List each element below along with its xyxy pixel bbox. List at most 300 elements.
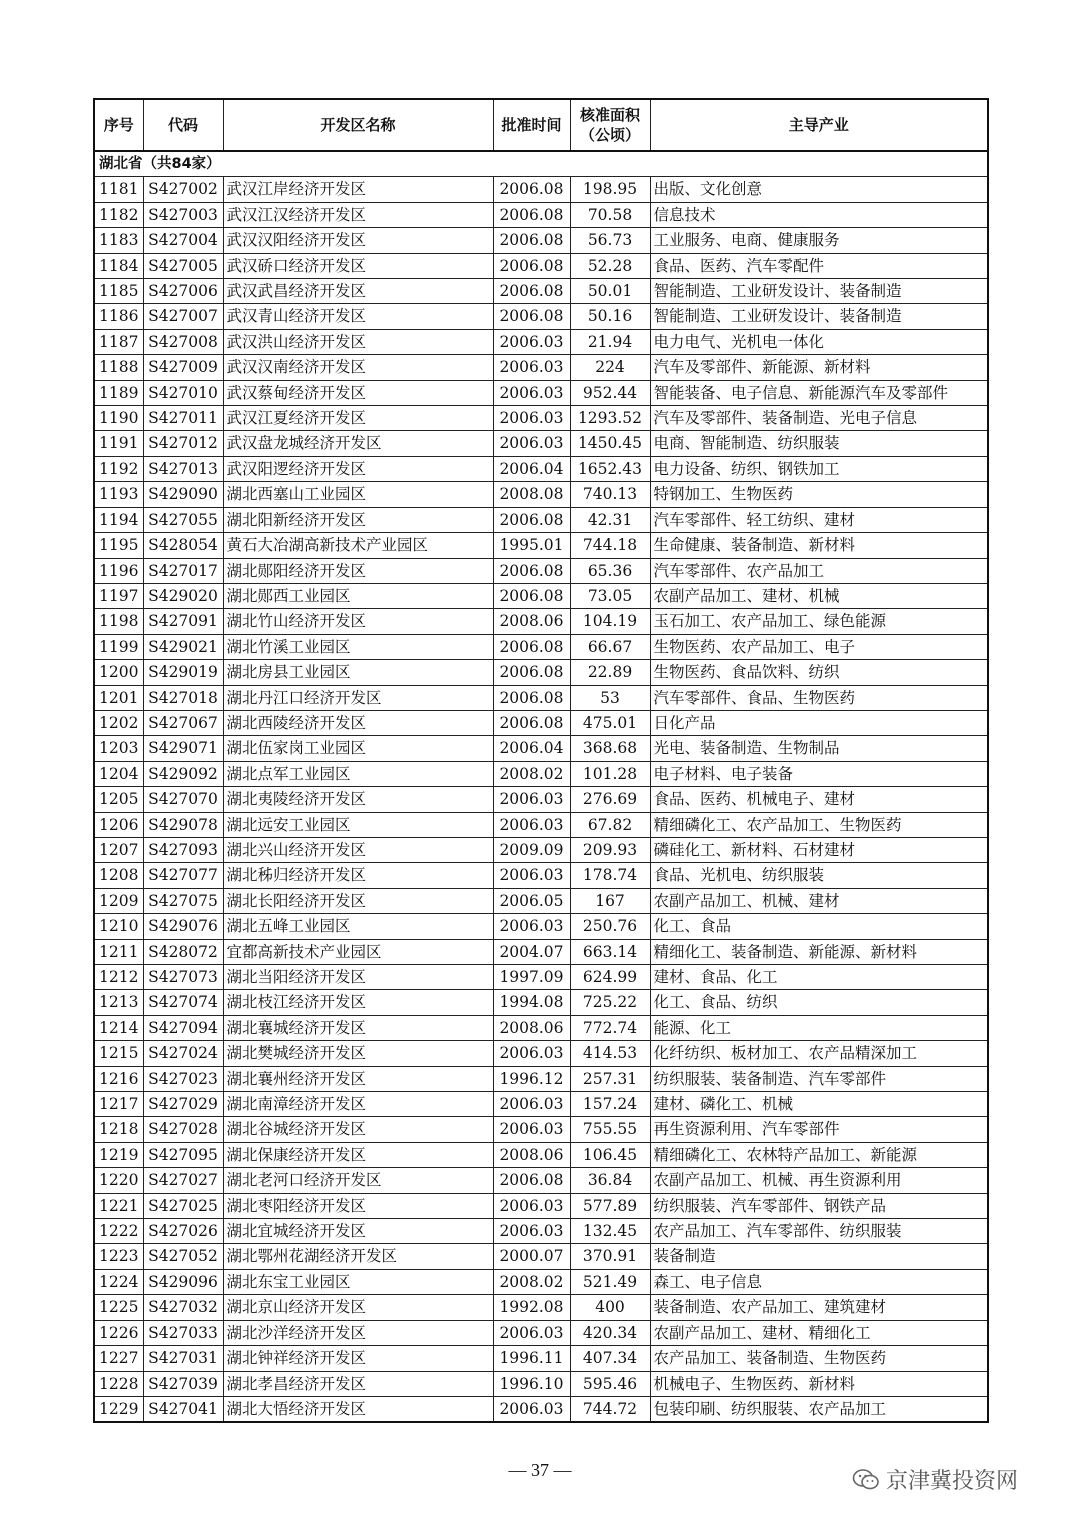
cell-zone-name: 湖北钟祥经济开发区 xyxy=(223,1346,493,1371)
province-group-label: 湖北省（共84家） xyxy=(94,151,988,177)
cell-approval-date: 2006.08 xyxy=(493,507,570,532)
cell-leading-industry: 农产品加工、装备制造、生物医药 xyxy=(650,1346,988,1371)
cell-leading-industry: 生物医药、食品饮料、纺织 xyxy=(650,660,988,685)
cell-zone-name: 湖北竹山经济开发区 xyxy=(223,609,493,634)
cell-code: S427031 xyxy=(143,1346,223,1371)
table-row xyxy=(94,1015,988,1040)
table-row xyxy=(94,1269,988,1294)
cell-code: S427091 xyxy=(143,609,223,634)
cell-approved-area: 42.31 xyxy=(570,507,650,532)
cell-zone-name: 湖北西陵经济开发区 xyxy=(223,710,493,735)
cell-zone-name: 湖北兴山经济开发区 xyxy=(223,837,493,862)
cell-seq: 1190 xyxy=(94,406,143,431)
table-row xyxy=(94,609,988,634)
cell-seq: 1209 xyxy=(94,888,143,913)
cell-approved-area: 101.28 xyxy=(570,761,650,786)
table-row xyxy=(94,1117,988,1142)
cell-approval-date: 2006.04 xyxy=(493,456,570,481)
province-group-row xyxy=(94,151,988,177)
cell-seq: 1217 xyxy=(94,1092,143,1117)
cell-zone-name: 湖北南漳经济开发区 xyxy=(223,1092,493,1117)
cell-seq: 1204 xyxy=(94,761,143,786)
cell-approved-area: 663.14 xyxy=(570,939,650,964)
cell-code: S427027 xyxy=(143,1168,223,1193)
cell-code: S427025 xyxy=(143,1193,223,1218)
cell-approval-date: 2006.03 xyxy=(493,1396,570,1422)
cell-approved-area: 257.31 xyxy=(570,1066,650,1091)
cell-seq: 1200 xyxy=(94,660,143,685)
cell-approval-date: 1996.11 xyxy=(493,1346,570,1371)
cell-seq: 1205 xyxy=(94,787,143,812)
cell-leading-industry: 磷硅化工、新材料、石材建材 xyxy=(650,837,988,862)
cell-code: S429076 xyxy=(143,914,223,939)
table-row xyxy=(94,990,988,1015)
table-row xyxy=(94,507,988,532)
cell-approved-area: 952.44 xyxy=(570,380,650,405)
table-row xyxy=(94,965,988,990)
cell-seq: 1220 xyxy=(94,1168,143,1193)
header-code: 代码 xyxy=(143,99,223,151)
cell-approval-date: 2006.08 xyxy=(493,710,570,735)
page-number: — 37 — xyxy=(508,1460,572,1480)
development-zone-table xyxy=(93,98,989,1423)
table-row xyxy=(94,888,988,913)
cell-leading-industry: 农副产品加工、建材、机械 xyxy=(650,583,988,608)
cell-approved-area: 595.46 xyxy=(570,1371,650,1396)
cell-approved-area: 577.89 xyxy=(570,1193,650,1218)
cell-code: S427039 xyxy=(143,1371,223,1396)
cell-zone-name: 湖北东宝工业园区 xyxy=(223,1269,493,1294)
cell-leading-industry: 汽车零部件、农产品加工 xyxy=(650,558,988,583)
cell-code: S427004 xyxy=(143,228,223,253)
cell-approved-area: 370.91 xyxy=(570,1244,650,1269)
table-row xyxy=(94,812,988,837)
cell-seq: 1215 xyxy=(94,1041,143,1066)
cell-code: S427026 xyxy=(143,1219,223,1244)
cell-seq: 1198 xyxy=(94,609,143,634)
cell-code: S429071 xyxy=(143,736,223,761)
cell-approval-date: 1992.08 xyxy=(493,1295,570,1320)
cell-approval-date: 2006.03 xyxy=(493,787,570,812)
cell-approval-date: 2006.08 xyxy=(493,253,570,278)
cell-zone-name: 武汉硚口经济开发区 xyxy=(223,253,493,278)
cell-seq: 1181 xyxy=(94,177,143,202)
cell-approved-area: 755.55 xyxy=(570,1117,650,1142)
cell-zone-name: 湖北阳新经济开发区 xyxy=(223,507,493,532)
cell-approved-area: 21.94 xyxy=(570,329,650,354)
cell-approved-area: 725.22 xyxy=(570,990,650,1015)
table-row xyxy=(94,202,988,227)
cell-approved-area: 276.69 xyxy=(570,787,650,812)
cell-approval-date: 2006.05 xyxy=(493,888,570,913)
cell-code: S429021 xyxy=(143,634,223,659)
cell-seq: 1189 xyxy=(94,380,143,405)
cell-code: S429092 xyxy=(143,761,223,786)
cell-zone-name: 湖北郧西工业园区 xyxy=(223,583,493,608)
cell-seq: 1216 xyxy=(94,1066,143,1091)
cell-seq: 1211 xyxy=(94,939,143,964)
cell-code: S427041 xyxy=(143,1396,223,1422)
cell-leading-industry: 精细化工、装备制造、新能源、新材料 xyxy=(650,939,988,964)
cell-leading-industry: 化纤纺织、板材加工、农产品精深加工 xyxy=(650,1041,988,1066)
cell-leading-industry: 汽车及零部件、新能源、新材料 xyxy=(650,355,988,380)
table-row xyxy=(94,329,988,354)
table-row xyxy=(94,406,988,431)
cell-zone-name: 湖北当阳经济开发区 xyxy=(223,965,493,990)
cell-leading-industry: 玉石加工、农产品加工、绿色能源 xyxy=(650,609,988,634)
cell-seq: 1191 xyxy=(94,431,143,456)
cell-leading-industry: 再生资源利用、汽车零部件 xyxy=(650,1117,988,1142)
table-row xyxy=(94,1396,988,1422)
cell-approved-area: 50.01 xyxy=(570,279,650,304)
table-row xyxy=(94,1244,988,1269)
cell-seq: 1202 xyxy=(94,710,143,735)
cell-leading-industry: 电力电气、光机电一体化 xyxy=(650,329,988,354)
header-area xyxy=(570,99,650,151)
cell-approval-date: 2006.03 xyxy=(493,329,570,354)
table-row xyxy=(94,482,988,507)
cell-approval-date: 2006.08 xyxy=(493,634,570,659)
cell-approval-date: 2006.03 xyxy=(493,1117,570,1142)
table-row xyxy=(94,1219,988,1244)
cell-zone-name: 武汉汉南经济开发区 xyxy=(223,355,493,380)
cell-code: S427010 xyxy=(143,380,223,405)
cell-approved-area: 1293.52 xyxy=(570,406,650,431)
cell-leading-industry: 纺织服装、汽车零部件、钢铁产品 xyxy=(650,1193,988,1218)
cell-approval-date: 2008.02 xyxy=(493,1269,570,1294)
table-row xyxy=(94,1066,988,1091)
cell-approval-date: 2006.08 xyxy=(493,228,570,253)
cell-leading-industry: 光电、装备制造、生物制品 xyxy=(650,736,988,761)
cell-leading-industry: 农产品加工、汽车零部件、纺织服装 xyxy=(650,1219,988,1244)
table-row xyxy=(94,1371,988,1396)
cell-seq: 1197 xyxy=(94,583,143,608)
cell-approval-date: 2006.08 xyxy=(493,558,570,583)
cell-code: S429096 xyxy=(143,1269,223,1294)
cell-zone-name: 湖北夷陵经济开发区 xyxy=(223,787,493,812)
cell-leading-industry: 生命健康、装备制造、新材料 xyxy=(650,533,988,558)
cell-seq: 1195 xyxy=(94,533,143,558)
cell-leading-industry: 信息技术 xyxy=(650,202,988,227)
cell-zone-name: 武汉江夏经济开发区 xyxy=(223,406,493,431)
cell-seq: 1208 xyxy=(94,863,143,888)
header-area-line2: （公顷） xyxy=(579,126,640,144)
cell-code: S427073 xyxy=(143,965,223,990)
cell-approved-area: 106.45 xyxy=(570,1142,650,1167)
watermark xyxy=(852,1464,1018,1495)
cell-approved-area: 744.18 xyxy=(570,533,650,558)
cell-leading-industry: 生物医药、农产品加工、电子 xyxy=(650,634,988,659)
cell-code: S427017 xyxy=(143,558,223,583)
cell-zone-name: 武汉青山经济开发区 xyxy=(223,304,493,329)
cell-zone-name: 湖北竹溪工业园区 xyxy=(223,634,493,659)
cell-approval-date: 1997.09 xyxy=(493,965,570,990)
cell-seq: 1199 xyxy=(94,634,143,659)
cell-code: S427077 xyxy=(143,863,223,888)
table-row xyxy=(94,863,988,888)
cell-approval-date: 2006.08 xyxy=(493,1168,570,1193)
cell-seq: 1196 xyxy=(94,558,143,583)
cell-approval-date: 2006.08 xyxy=(493,304,570,329)
cell-code: S427052 xyxy=(143,1244,223,1269)
cell-zone-name: 湖北伍家岗工业园区 xyxy=(223,736,493,761)
table-row xyxy=(94,710,988,735)
cell-approved-area: 70.58 xyxy=(570,202,650,227)
cell-approved-area: 36.84 xyxy=(570,1168,650,1193)
cell-approved-area: 56.73 xyxy=(570,228,650,253)
cell-zone-name: 武汉江汉经济开发区 xyxy=(223,202,493,227)
cell-code: S427070 xyxy=(143,787,223,812)
cell-code: S428072 xyxy=(143,939,223,964)
cell-approval-date: 2004.07 xyxy=(493,939,570,964)
cell-leading-industry: 汽车零部件、食品、生物医药 xyxy=(650,685,988,710)
cell-code: S427024 xyxy=(143,1041,223,1066)
cell-zone-name: 湖北宜城经济开发区 xyxy=(223,1219,493,1244)
cell-leading-industry: 装备制造、农产品加工、建筑建材 xyxy=(650,1295,988,1320)
cell-approved-area: 475.01 xyxy=(570,710,650,735)
cell-approved-area: 157.24 xyxy=(570,1092,650,1117)
cell-zone-name: 湖北京山经济开发区 xyxy=(223,1295,493,1320)
cell-leading-industry: 精细磷化工、农林特产品加工、新能源 xyxy=(650,1142,988,1167)
cell-seq: 1210 xyxy=(94,914,143,939)
cell-zone-name: 武汉汉阳经济开发区 xyxy=(223,228,493,253)
cell-zone-name: 武汉盘龙城经济开发区 xyxy=(223,431,493,456)
table-row xyxy=(94,177,988,202)
cell-code: S427008 xyxy=(143,329,223,354)
cell-approved-area: 65.36 xyxy=(570,558,650,583)
cell-zone-name: 湖北点军工业园区 xyxy=(223,761,493,786)
cell-seq: 1201 xyxy=(94,685,143,710)
table-row xyxy=(94,787,988,812)
cell-zone-name: 湖北老河口经济开发区 xyxy=(223,1168,493,1193)
cell-code: S427032 xyxy=(143,1295,223,1320)
cell-seq: 1186 xyxy=(94,304,143,329)
table-row xyxy=(94,558,988,583)
cell-approval-date: 1996.10 xyxy=(493,1371,570,1396)
cell-leading-industry: 机械电子、生物医药、新材料 xyxy=(650,1371,988,1396)
cell-code: S427093 xyxy=(143,837,223,862)
cell-approved-area: 744.72 xyxy=(570,1396,650,1422)
cell-approval-date: 2006.03 xyxy=(493,1041,570,1066)
cell-approval-date: 2009.09 xyxy=(493,837,570,862)
cell-leading-industry: 汽车及零部件、装备制造、光电子信息 xyxy=(650,406,988,431)
cell-approval-date: 2006.03 xyxy=(493,1219,570,1244)
cell-approval-date: 2006.03 xyxy=(493,406,570,431)
cell-approved-area: 224 xyxy=(570,355,650,380)
cell-code: S427011 xyxy=(143,406,223,431)
cell-seq: 1185 xyxy=(94,279,143,304)
cell-seq: 1207 xyxy=(94,837,143,862)
cell-leading-industry: 农副产品加工、机械、再生资源利用 xyxy=(650,1168,988,1193)
cell-approval-date: 2006.04 xyxy=(493,736,570,761)
table-row xyxy=(94,761,988,786)
cell-zone-name: 湖北大悟经济开发区 xyxy=(223,1396,493,1422)
cell-approved-area: 178.74 xyxy=(570,863,650,888)
cell-zone-name: 武汉江岸经济开发区 xyxy=(223,177,493,202)
cell-leading-industry: 建材、磷化工、机械 xyxy=(650,1092,988,1117)
cell-approved-area: 50.16 xyxy=(570,304,650,329)
table-row xyxy=(94,1168,988,1193)
table-row xyxy=(94,660,988,685)
cell-code: S427023 xyxy=(143,1066,223,1091)
cell-approval-date: 2006.03 xyxy=(493,431,570,456)
cell-leading-industry: 汽车零部件、轻工纺织、建材 xyxy=(650,507,988,532)
cell-leading-industry: 纺织服装、装备制造、汽车零部件 xyxy=(650,1066,988,1091)
table-header-row xyxy=(94,99,988,151)
cell-leading-industry: 电子材料、电子装备 xyxy=(650,761,988,786)
cell-zone-name: 湖北孝昌经济开发区 xyxy=(223,1371,493,1396)
table-row xyxy=(94,304,988,329)
cell-seq: 1219 xyxy=(94,1142,143,1167)
cell-approved-area: 521.49 xyxy=(570,1269,650,1294)
cell-approval-date: 2006.03 xyxy=(493,1320,570,1345)
cell-leading-industry: 森工、电子信息 xyxy=(650,1269,988,1294)
cell-zone-name: 湖北长阳经济开发区 xyxy=(223,888,493,913)
cell-code: S427055 xyxy=(143,507,223,532)
cell-zone-name: 湖北鄂州花湖经济开发区 xyxy=(223,1244,493,1269)
cell-code: S427028 xyxy=(143,1117,223,1142)
table-row xyxy=(94,1142,988,1167)
cell-approval-date: 2008.02 xyxy=(493,761,570,786)
table-row xyxy=(94,583,988,608)
cell-code: S427067 xyxy=(143,710,223,735)
cell-approved-area: 167 xyxy=(570,888,650,913)
cell-zone-name: 湖北襄城经济开发区 xyxy=(223,1015,493,1040)
cell-code: S428054 xyxy=(143,533,223,558)
cell-approval-date: 2006.08 xyxy=(493,685,570,710)
table-row xyxy=(94,431,988,456)
cell-approval-date: 1995.01 xyxy=(493,533,570,558)
cell-code: S429020 xyxy=(143,583,223,608)
table-row xyxy=(94,1092,988,1117)
table-row xyxy=(94,279,988,304)
cell-zone-name: 湖北郧阳经济开发区 xyxy=(223,558,493,583)
cell-approved-area: 624.99 xyxy=(570,965,650,990)
cell-leading-industry: 智能制造、工业研发设计、装备制造 xyxy=(650,279,988,304)
cell-leading-industry: 电商、智能制造、纺织服装 xyxy=(650,431,988,456)
cell-approved-area: 407.34 xyxy=(570,1346,650,1371)
cell-code: S427009 xyxy=(143,355,223,380)
cell-approved-area: 250.76 xyxy=(570,914,650,939)
cell-code: S427074 xyxy=(143,990,223,1015)
cell-zone-name: 湖北远安工业园区 xyxy=(223,812,493,837)
cell-zone-name: 湖北房县工业园区 xyxy=(223,660,493,685)
cell-approved-area: 73.05 xyxy=(570,583,650,608)
cell-code: S429078 xyxy=(143,812,223,837)
cell-seq: 1192 xyxy=(94,456,143,481)
cell-seq: 1226 xyxy=(94,1320,143,1345)
cell-leading-industry: 智能制造、工业研发设计、装备制造 xyxy=(650,304,988,329)
cell-seq: 1225 xyxy=(94,1295,143,1320)
table-row xyxy=(94,837,988,862)
cell-seq: 1223 xyxy=(94,1244,143,1269)
cell-seq: 1212 xyxy=(94,965,143,990)
cell-seq: 1229 xyxy=(94,1396,143,1422)
cell-leading-industry: 农副产品加工、建材、精细化工 xyxy=(650,1320,988,1345)
cell-zone-name: 湖北西塞山工业园区 xyxy=(223,482,493,507)
header-industry: 主导产业 xyxy=(650,99,988,151)
cell-approval-date: 2006.03 xyxy=(493,863,570,888)
cell-seq: 1203 xyxy=(94,736,143,761)
table-row xyxy=(94,914,988,939)
cell-approval-date: 2000.07 xyxy=(493,1244,570,1269)
header-seq: 序号 xyxy=(94,99,143,151)
cell-seq: 1193 xyxy=(94,482,143,507)
cell-leading-industry: 精细磷化工、农产品加工、生物医药 xyxy=(650,812,988,837)
cell-approval-date: 2006.08 xyxy=(493,177,570,202)
cell-seq: 1182 xyxy=(94,202,143,227)
cell-approval-date: 2006.08 xyxy=(493,279,570,304)
cell-leading-industry: 日化产品 xyxy=(650,710,988,735)
cell-leading-industry: 电力设备、纺织、钢铁加工 xyxy=(650,456,988,481)
cell-leading-industry: 食品、光机电、纺织服装 xyxy=(650,863,988,888)
cell-approved-area: 209.93 xyxy=(570,837,650,862)
cell-approved-area: 740.13 xyxy=(570,482,650,507)
cell-zone-name: 武汉蔡甸经济开发区 xyxy=(223,380,493,405)
table-row xyxy=(94,685,988,710)
cell-zone-name: 湖北秭归经济开发区 xyxy=(223,863,493,888)
cell-code: S427013 xyxy=(143,456,223,481)
cell-code: S427006 xyxy=(143,279,223,304)
cell-seq: 1188 xyxy=(94,355,143,380)
table-row xyxy=(94,1041,988,1066)
watermark-text: 京津冀投资网 xyxy=(886,1469,1019,1494)
cell-approval-date: 2006.03 xyxy=(493,812,570,837)
cell-approved-area: 400 xyxy=(570,1295,650,1320)
cell-leading-industry: 化工、食品、纺织 xyxy=(650,990,988,1015)
cell-zone-name: 湖北樊城经济开发区 xyxy=(223,1041,493,1066)
cell-seq: 1206 xyxy=(94,812,143,837)
cell-code: S427095 xyxy=(143,1142,223,1167)
cell-seq: 1194 xyxy=(94,507,143,532)
cell-seq: 1214 xyxy=(94,1015,143,1040)
cell-approved-area: 414.53 xyxy=(570,1041,650,1066)
header-name: 开发区名称 xyxy=(223,99,493,151)
cell-code: S427003 xyxy=(143,202,223,227)
cell-leading-industry: 建材、食品、化工 xyxy=(650,965,988,990)
cell-approved-area: 1652.43 xyxy=(570,456,650,481)
table-row xyxy=(94,253,988,278)
cell-leading-industry: 化工、食品 xyxy=(650,914,988,939)
cell-approval-date: 2008.06 xyxy=(493,1142,570,1167)
table-row xyxy=(94,456,988,481)
table-row xyxy=(94,1193,988,1218)
cell-approval-date: 2006.08 xyxy=(493,660,570,685)
cell-leading-industry: 智能装备、电子信息、新能源汽车及零部件 xyxy=(650,380,988,405)
table-row xyxy=(94,228,988,253)
cell-zone-name: 湖北襄州经济开发区 xyxy=(223,1066,493,1091)
cell-code: S427075 xyxy=(143,888,223,913)
table-row xyxy=(94,1346,988,1371)
cell-approved-area: 198.95 xyxy=(570,177,650,202)
cell-code: S429019 xyxy=(143,660,223,685)
cell-approval-date: 1996.12 xyxy=(493,1066,570,1091)
cell-approved-area: 66.67 xyxy=(570,634,650,659)
cell-seq: 1184 xyxy=(94,253,143,278)
cell-approved-area: 53 xyxy=(570,685,650,710)
cell-leading-industry: 出版、文化创意 xyxy=(650,177,988,202)
cell-approval-date: 1994.08 xyxy=(493,990,570,1015)
cell-leading-industry: 农副产品加工、机械、建材 xyxy=(650,888,988,913)
table-row xyxy=(94,1320,988,1345)
cell-code: S427012 xyxy=(143,431,223,456)
table-row xyxy=(94,1295,988,1320)
cell-approved-area: 67.82 xyxy=(570,812,650,837)
cell-code: S427094 xyxy=(143,1015,223,1040)
cell-approval-date: 2006.03 xyxy=(493,380,570,405)
cell-approved-area: 772.74 xyxy=(570,1015,650,1040)
table-row xyxy=(94,355,988,380)
